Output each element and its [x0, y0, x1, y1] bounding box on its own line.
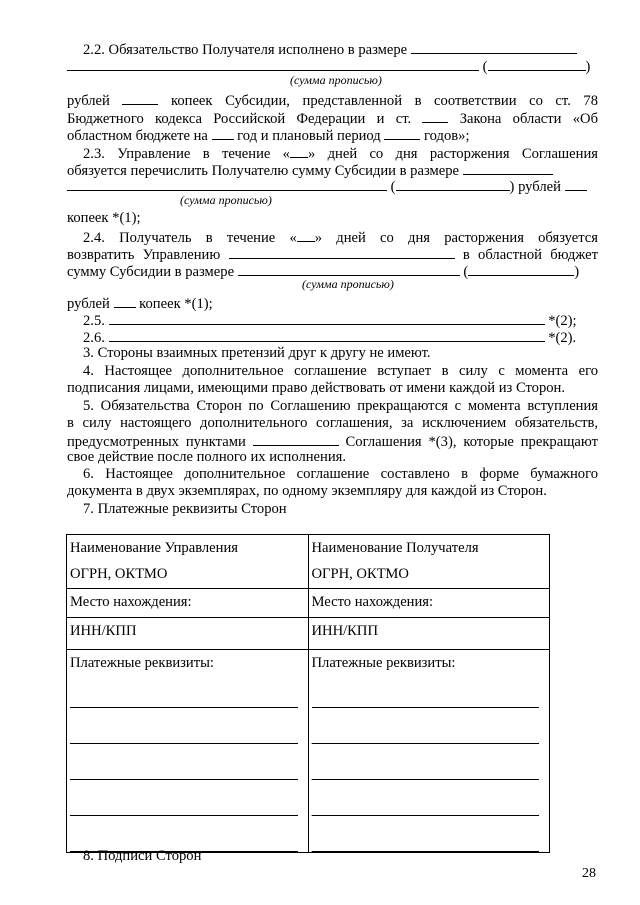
authority-location-label: Место нахождения:	[70, 594, 192, 610]
p6-line2: документа в двух экземплярах, по одному экземпляру для каждой из Сторон.	[67, 483, 547, 499]
recipient-location-label: Место нахождения:	[311, 594, 434, 610]
p24-authority-blank[interactable]	[229, 244, 455, 259]
p22-amount-digits-blank[interactable]	[488, 56, 586, 71]
p23-amount-words-blank[interactable]	[67, 176, 387, 191]
authority-payment-line[interactable]: _	[70, 798, 298, 816]
p23-caption: (сумма прописью)	[180, 193, 272, 207]
page-number: 28	[582, 866, 596, 881]
p26-line: 2.6. *(2).	[83, 327, 598, 345]
authority-name-label: Наименование Управления	[70, 540, 238, 556]
p24-line1: 2.4. Получатель в течение « » дней со дня расторжения обязуется	[83, 227, 598, 245]
p22-amount-blank[interactable]	[411, 39, 577, 54]
p22-year-blank[interactable]	[212, 125, 234, 140]
p23-line4: копеек *(1);	[67, 210, 141, 226]
p24-line3: сумму Субсидии в размере ( )	[67, 261, 598, 279]
p23-line2: обязуется перечислить Получателю сумму Субсидии в размере	[67, 160, 598, 178]
authority-payment-line[interactable]: _	[70, 834, 298, 852]
p5-line3: предусмотренных пунктами Соглашения *(3), которые прекращают	[67, 431, 598, 449]
p5-line4: свое действие после полного их исполнения.	[67, 449, 346, 465]
authority-payment-line[interactable]	[70, 690, 298, 708]
authority-cell	[67, 535, 309, 589]
p7-heading: 7. Платежные реквизиты Сторон	[83, 501, 287, 517]
table-row	[67, 650, 550, 853]
recipient-payment-line[interactable]: _	[312, 834, 540, 852]
p22-line4: Бюджетного кодекса Российской Федерации и ст. Закона области «Об	[67, 108, 598, 126]
recipient-inn-label: ИНН/КПП	[311, 623, 378, 639]
recipient-payment-line[interactable]	[312, 690, 540, 708]
p22-label: 2.2. Обязательство Получателя исполнено в размере	[83, 42, 408, 58]
authority-inn-label: ИНН/КПП	[70, 623, 137, 639]
p22-law-blank[interactable]	[422, 108, 448, 123]
p26-blank[interactable]	[109, 327, 545, 342]
payment-details-table	[66, 534, 550, 853]
table-row	[67, 535, 550, 589]
p22-line3: рублей копеек Субсидии, представленной в соответствии со ст. 78	[67, 90, 598, 108]
p24-days-blank[interactable]	[297, 227, 315, 242]
p24-rub-blank[interactable]	[114, 293, 136, 308]
p5-clauses-blank[interactable]	[253, 431, 339, 446]
p22-period-blank[interactable]	[384, 125, 420, 140]
p22-line5: областном бюджете на год и плановый период годов»;	[67, 125, 598, 143]
p22-line1	[83, 39, 598, 57]
authority-payment-cell	[67, 650, 309, 853]
p22-amount-words-blank[interactable]	[67, 56, 479, 71]
p23-amount-digits-blank[interactable]	[396, 176, 510, 191]
p24-amount-words-blank[interactable]	[238, 261, 460, 276]
p24-amount-digits-blank[interactable]	[468, 261, 574, 276]
p5-line1: 5. Обязательства Сторон по Соглашению прекращаются с момента вступления	[83, 398, 598, 414]
recipient-payment-label: Платежные реквизиты:	[311, 655, 456, 671]
recipient-cell	[308, 535, 550, 589]
authority-payment-label: Платежные реквизиты:	[70, 655, 214, 671]
p4-line1: 4. Настоящее дополнительное соглашение вступает в силу с момента его	[83, 363, 598, 379]
recipient-payment-line[interactable]: _	[312, 798, 540, 816]
p23-line3: ( ) рублей	[67, 176, 598, 194]
p5-line2: в силу настоящего дополнительного соглашения, за исключением обязательств,	[67, 415, 598, 431]
recipient-name-label: Наименование Получателя	[311, 540, 479, 556]
p6-line1: 6. Настоящее дополнительное соглашение составлено в форме бумажного	[83, 466, 598, 482]
p25-line: 2.5. *(2);	[83, 310, 598, 328]
p4-line2: подписания лицами, имеющими право действовать от имени каждой из Сторон.	[67, 380, 566, 396]
p22-line2: ( )	[67, 56, 598, 74]
p22-rub-blank[interactable]	[122, 90, 158, 105]
authority-ogrn-label: ОГРН, ОКТМО	[70, 566, 168, 582]
p23-days-blank[interactable]	[290, 143, 308, 158]
table-row	[67, 589, 550, 618]
authority-payment-line[interactable]: _	[70, 726, 298, 744]
p24-line2: возвратить Управлению в областной бюджет	[67, 244, 598, 262]
p24-line4: рублей копеек *(1);	[67, 293, 598, 311]
p24-caption: (сумма прописью)	[302, 277, 394, 291]
recipient-ogrn-label: ОГРН, ОКТМО	[311, 566, 409, 582]
p25-blank[interactable]	[109, 310, 545, 325]
table-row	[67, 618, 550, 650]
recipient-payment-line[interactable]: _	[312, 726, 540, 744]
recipient-payment-line[interactable]: _	[312, 762, 540, 780]
p23-amount-blank[interactable]	[463, 160, 553, 175]
p8-heading: 8. Подписи Сторон	[83, 848, 202, 864]
p22-caption: (сумма прописью)	[290, 73, 382, 87]
recipient-payment-cell	[308, 650, 550, 853]
p3-line: 3. Стороны взаимных претензий друг к другу не имеют.	[83, 345, 431, 361]
p23-line1: 2.3. Управление в течение « » дней со дня расторжения Соглашения	[83, 143, 598, 161]
p23-rub-blank[interactable]	[565, 176, 587, 191]
authority-payment-line[interactable]: _	[70, 762, 298, 780]
